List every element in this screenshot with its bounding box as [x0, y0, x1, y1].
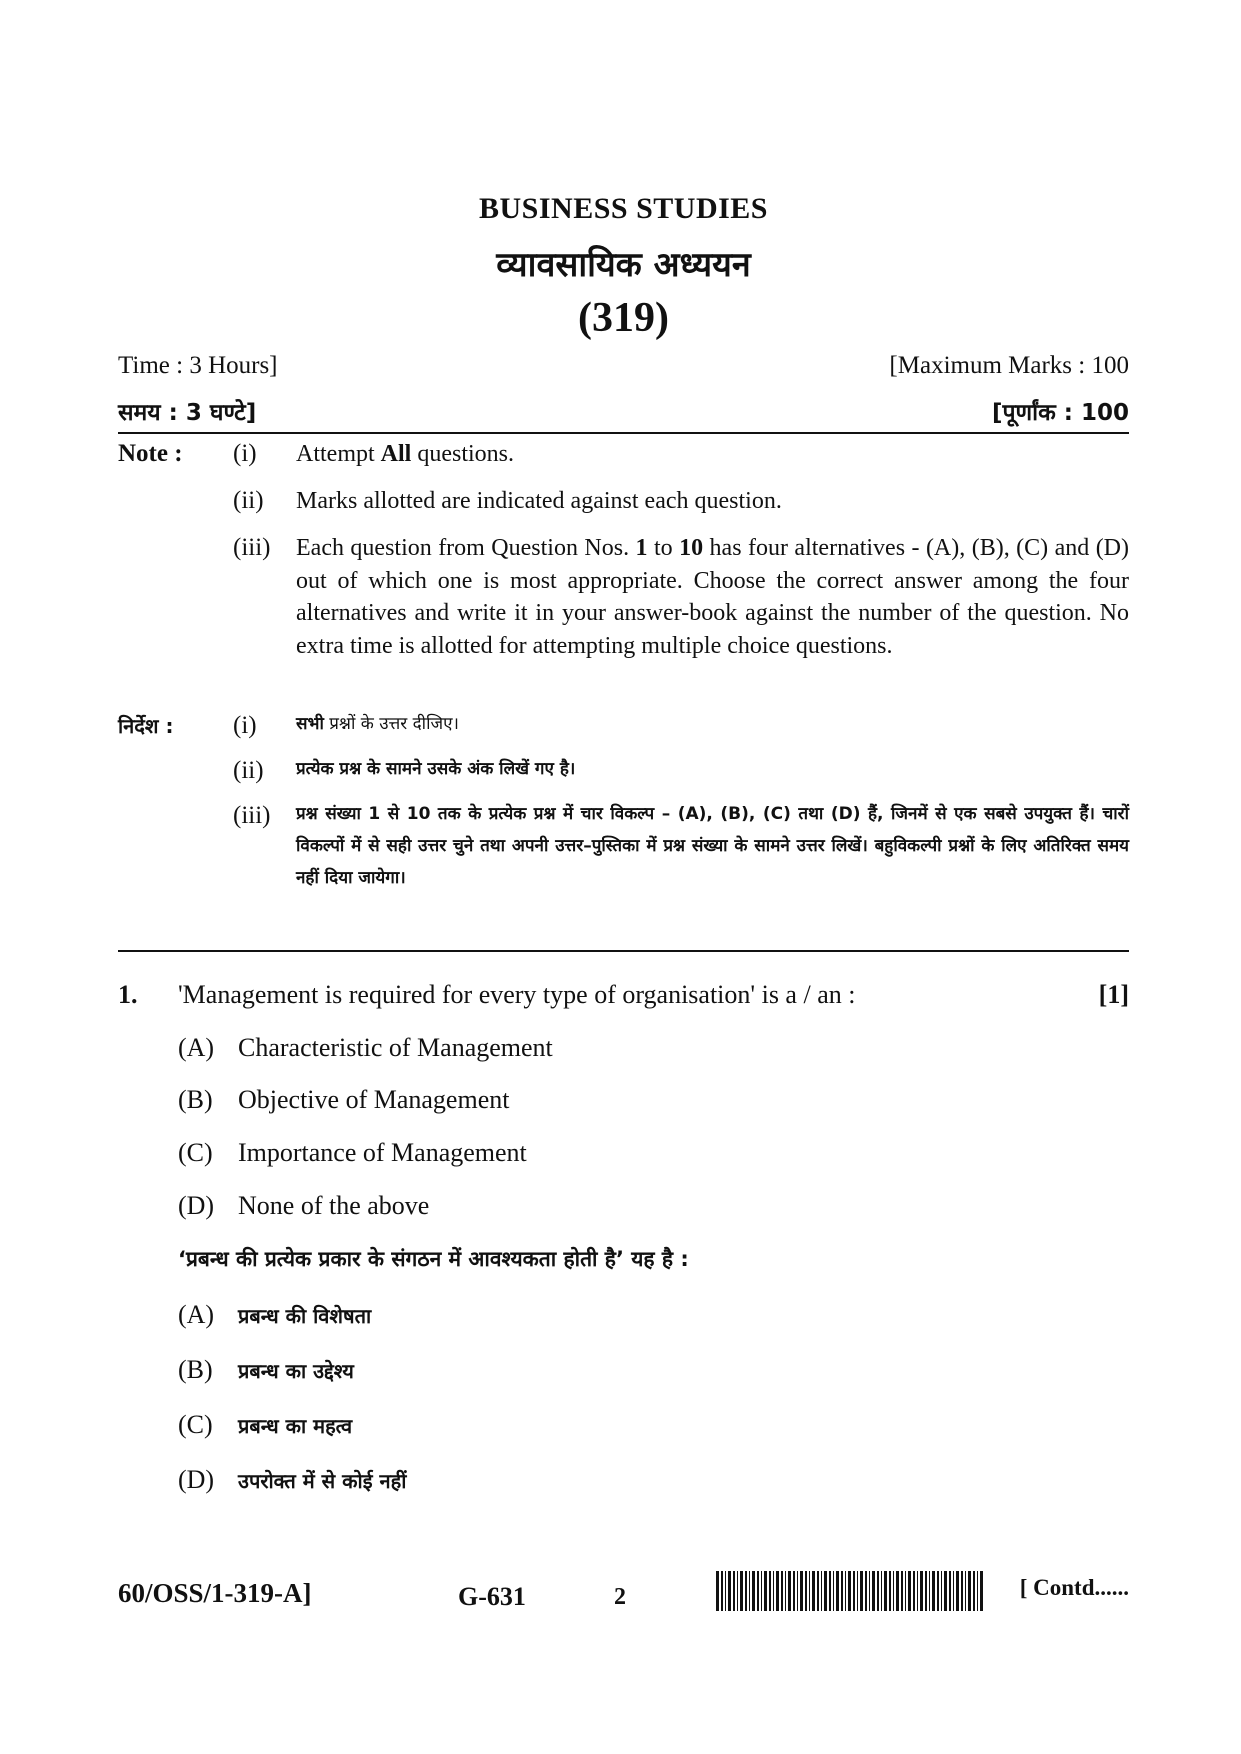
barcode-bar — [908, 1571, 911, 1611]
barcode-bar — [824, 1571, 827, 1611]
barcode-bar — [893, 1571, 894, 1611]
barcode-bar — [841, 1571, 843, 1611]
barcode-bar — [925, 1571, 927, 1611]
note-text-part: Each question from Question Nos. — [296, 535, 636, 561]
barcode-bar — [860, 1571, 863, 1611]
barcode-bar — [817, 1571, 819, 1611]
nirdesh-text: प्रत्येक प्रश्न के सामने उसके अंक लिखें गए है। — [296, 759, 576, 779]
barcode-bar — [733, 1571, 735, 1611]
barcode-image — [716, 1571, 986, 1611]
barcode-bar — [920, 1571, 923, 1611]
barcode-bar — [800, 1571, 803, 1611]
barcode-bar — [977, 1571, 978, 1611]
header-rule — [118, 432, 1129, 434]
option-letter: (A) — [178, 1033, 215, 1062]
barcode-bar — [793, 1571, 795, 1611]
barcode-bar — [949, 1571, 951, 1611]
barcode-bar — [716, 1571, 719, 1611]
barcode-bar — [836, 1571, 839, 1611]
barcode-bar — [773, 1571, 774, 1611]
option-text: None of the above — [238, 1191, 430, 1220]
barcode-bar — [781, 1571, 783, 1611]
option-letter: (C) — [178, 1410, 213, 1439]
barcode-bar — [905, 1571, 906, 1611]
title-hindi: व्यावसायिक अध्ययन — [496, 245, 751, 285]
question-text-hi: ‘प्रबन्ध की प्रत्येक प्रकार के संगठन में आवश्यकता होती है’ यह है : — [178, 1247, 689, 1271]
barcode-bar — [889, 1571, 891, 1611]
barcode-bar — [805, 1571, 807, 1611]
barcode-bar — [853, 1571, 855, 1611]
barcode-bar — [740, 1571, 743, 1611]
barcode-bar — [857, 1571, 858, 1611]
question-text-en: 'Management is required for every type of organisation' is a / an : — [178, 980, 856, 1009]
note-num: (ii) — [233, 757, 264, 784]
barcode-bar — [968, 1571, 971, 1611]
barcode-bar — [788, 1571, 791, 1611]
barcode-bar — [725, 1571, 726, 1611]
nirdesh-text-part: प्रश्नों के उत्तर दीजिए। — [323, 714, 459, 734]
barcode-bar — [932, 1571, 935, 1611]
note-text: Marks allotted are indicated against each question. — [296, 488, 782, 514]
note-text-bold: 1 — [635, 535, 648, 561]
option-text-hi: प्रबन्ध की विशेषता — [238, 1304, 372, 1328]
barcode-bar — [941, 1571, 942, 1611]
note-text-bold: All — [380, 441, 412, 467]
barcode-bar — [872, 1571, 875, 1611]
max-marks-hindi: [पूर्णांक : 100 — [991, 400, 1129, 426]
continued-label: [ Contd...... — [1019, 1575, 1129, 1600]
barcode-bar — [764, 1571, 767, 1611]
barcode-bar — [956, 1571, 959, 1611]
barcode-bar — [944, 1571, 947, 1611]
option-letter: (D) — [178, 1465, 215, 1494]
barcode-bar — [973, 1571, 975, 1611]
option-text-hi: उपरोक्त में से कोई नहीं — [238, 1469, 407, 1493]
barcode-bar — [728, 1571, 731, 1611]
nirdesh-label: निर्देश : — [118, 714, 174, 738]
barcode-bar — [752, 1571, 755, 1611]
barcode-bar — [877, 1571, 879, 1611]
barcode-bar — [865, 1571, 867, 1611]
barcode-bar — [761, 1571, 762, 1611]
option-text-hi: प्रबन्ध का उद्देश्य — [238, 1359, 354, 1383]
nirdesh-text-bold: सभी — [296, 714, 324, 734]
barcode-bar — [769, 1571, 771, 1611]
barcode-bar — [901, 1571, 903, 1611]
barcode-bar — [829, 1571, 831, 1611]
note-text — [296, 438, 1129, 471]
exam-page — [118, 0, 1129, 1754]
question-marks: [1] — [1098, 980, 1129, 1009]
note-label: Note : — [118, 440, 183, 467]
barcode-bar — [821, 1571, 822, 1611]
barcode-bar — [785, 1571, 786, 1611]
barcode-bar — [961, 1571, 963, 1611]
barcode-bar — [913, 1571, 915, 1611]
nirdesh-text: प्रश्न संख्या 1 से 10 तक के प्रत्येक प्रश्न में चार विकल्प – (A), (B), (C) तथा (D) हैं, जिनमें से एक सबसे उपयुक्त हैं। चारों विकल्पों में से सही उत्तर चुने तथा अपनी उत्तर–पुस्तिका में प्रश्न संख्या के सामने उत्तर लिखें। बहुविकल्पी प्रश्नों के लिए अतिरिक्त समय नहीं दिया जायेगा। — [296, 804, 1129, 888]
note-num: (i) — [233, 712, 257, 739]
note-text-part: questions. — [411, 441, 514, 467]
barcode-bar — [953, 1571, 954, 1611]
note-num: (ii) — [233, 487, 264, 514]
barcode-bar — [797, 1571, 798, 1611]
option-letter: (B) — [178, 1355, 213, 1384]
barcode-bar — [737, 1571, 738, 1611]
subject-code: (319) — [578, 295, 669, 341]
time-english: Time : 3 Hours] — [118, 352, 278, 379]
barcode-bar — [833, 1571, 834, 1611]
question-number: 1. — [118, 980, 138, 1009]
barcode-bar — [917, 1571, 918, 1611]
note-num: (iii) — [233, 534, 271, 561]
option-letter: (B) — [178, 1085, 213, 1114]
barcode-bar — [721, 1571, 723, 1611]
note-num: (i) — [233, 440, 257, 467]
note-num: (iii) — [233, 802, 271, 829]
barcode-bar — [884, 1571, 887, 1611]
barcode-bar — [869, 1571, 870, 1611]
option-text-hi: प्रबन्ध का महत्व — [238, 1414, 353, 1438]
barcode-bar — [845, 1571, 846, 1611]
barcode-bar — [881, 1571, 882, 1611]
max-marks-english: [Maximum Marks : 100 — [889, 352, 1129, 379]
option-letter: (D) — [178, 1191, 215, 1220]
barcode-bar — [812, 1571, 815, 1611]
barcode-bar — [965, 1571, 966, 1611]
option-letter: (C) — [178, 1138, 213, 1167]
option-letter: (A) — [178, 1300, 215, 1329]
option-text: Objective of Management — [238, 1085, 510, 1114]
barcode-bar — [809, 1571, 810, 1611]
barcode-bar — [937, 1571, 939, 1611]
barcode-bar — [848, 1571, 851, 1611]
note-text-part: has four alternatives - (A), (B), (C) and (D) out of which one is most appropriate. Choose the correct answer among the four alternatives and write it in your answer-book against the number of the question. No extra time is allotted for attempting multiple choice questions. — [296, 535, 1130, 659]
barcode-bar — [749, 1571, 750, 1611]
note-text-bold: 10 — [679, 535, 704, 561]
barcode-bar — [929, 1571, 930, 1611]
nirdesh-text — [296, 708, 1129, 740]
section-rule — [118, 950, 1129, 952]
barcode-bar — [980, 1571, 983, 1611]
barcode-bar — [745, 1571, 747, 1611]
title-english: BUSINESS STUDIES — [479, 192, 768, 225]
option-text: Importance of Management — [238, 1138, 527, 1167]
barcode-bar — [896, 1571, 899, 1611]
note-text — [296, 532, 1129, 662]
barcode-bar — [776, 1571, 779, 1611]
time-hindi: समय : 3 घण्टे] — [118, 400, 257, 426]
paper-code: 60/OSS/1-319-A] — [118, 1578, 312, 1608]
note-text-part: to — [647, 535, 680, 561]
page-number: 2 — [614, 1584, 626, 1610]
option-text: Characteristic of Management — [238, 1033, 553, 1062]
barcode-bar — [757, 1571, 759, 1611]
note-text-part: Attempt — [296, 441, 381, 467]
set-code: G-631 — [458, 1582, 526, 1611]
